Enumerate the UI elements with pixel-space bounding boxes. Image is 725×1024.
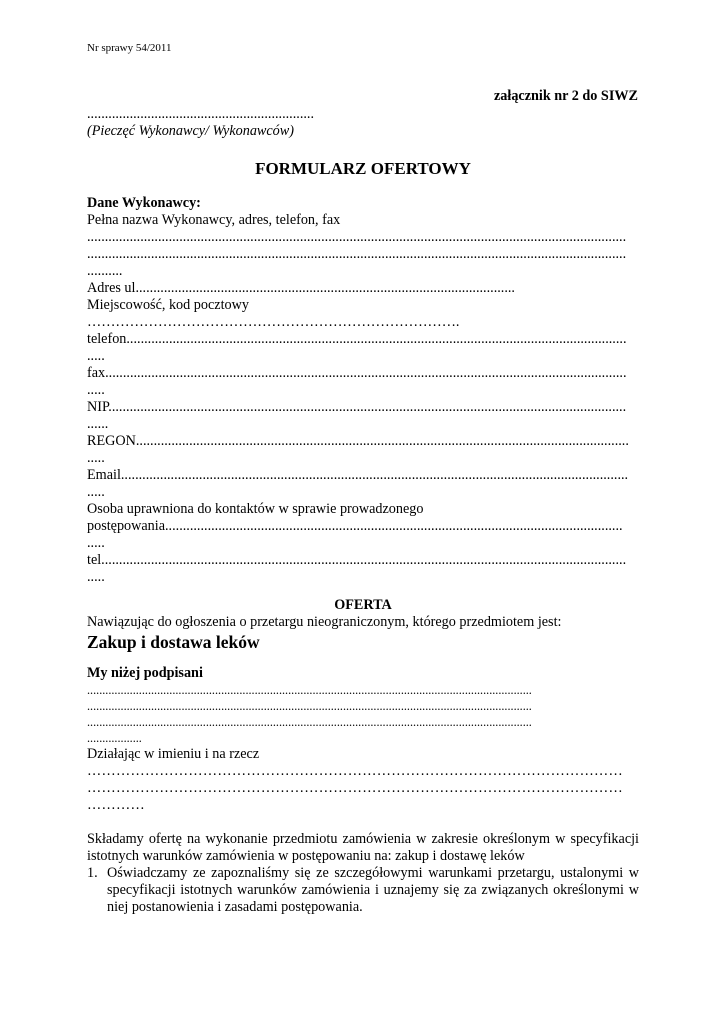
offer-intro: Nawiązując do ogłoszenia o przetargu nieograniczonym, którego przedmiotem jest:: [87, 614, 562, 630]
contractor-line: NIP..................................................................................................................................................: [87, 399, 627, 415]
acting-line: …………………………………………………………………………………………………: [87, 780, 624, 796]
stamp-label: (Pieczęć Wykonawcy/ Wykonawców): [87, 123, 294, 139]
contractor-line: .....: [87, 450, 105, 466]
contractor-line: Email...............................................................................................................................................: [87, 467, 629, 483]
contractor-line: .....: [87, 569, 105, 585]
offer-statement: Składamy ofertę na wykonanie przedmiotu zamówienia w zakresie określonym w specyfikacji istotnych warunków zamówienia w postępowaniu na: zakup i dostawę leków: [87, 831, 639, 864]
contractor-heading: Dane Wykonawcy:: [87, 195, 201, 211]
acting-line: …………: [87, 797, 145, 813]
contractor-line: postępowania.................................................................................................................................: [87, 518, 623, 534]
contractor-line: …………………………………………………………………….: [87, 314, 460, 330]
signed-heading: My niżej podpisani: [87, 665, 203, 681]
contractor-line: Osoba uprawniona do kontaktów w sprawie prowadzonego: [87, 501, 424, 517]
contractor-line: fax...................................................................................................................................................: [87, 365, 627, 381]
acting-label: Działając w imieniu i na rzecz: [87, 746, 260, 762]
contractor-line: ........................................................................................................................................................: [87, 246, 627, 262]
contractor-line: ........................................................................................................................................................: [87, 229, 627, 245]
declaration-number: 1.: [87, 865, 98, 881]
contractor-line: .....: [87, 535, 105, 551]
contractor-line: Pełna nazwa Wykonawcy, adres, telefon, fax: [87, 212, 341, 228]
contractor-line: ..........: [87, 263, 123, 279]
contractor-line: .....: [87, 484, 105, 500]
signed-line: ..................................................................................................................................................: [87, 715, 532, 729]
contractor-line: Adres ul...........................................................................................................: [87, 280, 515, 296]
declaration-item: [87, 865, 639, 916]
signed-line: ..................: [87, 731, 142, 745]
contractor-line: .....: [87, 382, 105, 398]
offer-subject: Zakup i dostawa leków: [87, 632, 260, 652]
offer-heading: OFERTA: [334, 597, 392, 613]
contractor-line: .....: [87, 348, 105, 364]
signed-line: ..................................................................................................................................................: [87, 699, 532, 713]
contractor-line: tel....................................................................................................................................................: [87, 552, 627, 568]
declaration-list: [87, 865, 639, 916]
annex-label: załącznik nr 2 do SIWZ: [493, 88, 638, 104]
contractor-line: Miejscowość, kod pocztowy: [87, 297, 249, 313]
signed-line: ..................................................................................................................................................: [87, 683, 532, 697]
acting-line: …………………………………………………………………………………………………: [87, 763, 624, 779]
contractor-line: telefon.............................................................................................................................................: [87, 331, 627, 347]
contractor-fields: [87, 212, 639, 586]
declaration-text: Oświadczamy ze zapoznaliśmy się ze szczegółowymi warunkami przetargu, ustalonymi w specyfikacji istotnych warunków zamówienia i uznajemy się za związanych określonymi w niej postanowienia i zasadami postępowania.: [107, 865, 639, 915]
contractor-line: REGON...........................................................................................................................................: [87, 433, 629, 449]
document-title: FORMULARZ OFERTOWY: [255, 159, 471, 178]
case-number: Nr sprawy 54/2011: [87, 42, 172, 54]
stamp-dotted-line: ................................................................: [87, 106, 314, 122]
document-body: [87, 106, 639, 916]
contractor-line: ......: [87, 416, 109, 432]
